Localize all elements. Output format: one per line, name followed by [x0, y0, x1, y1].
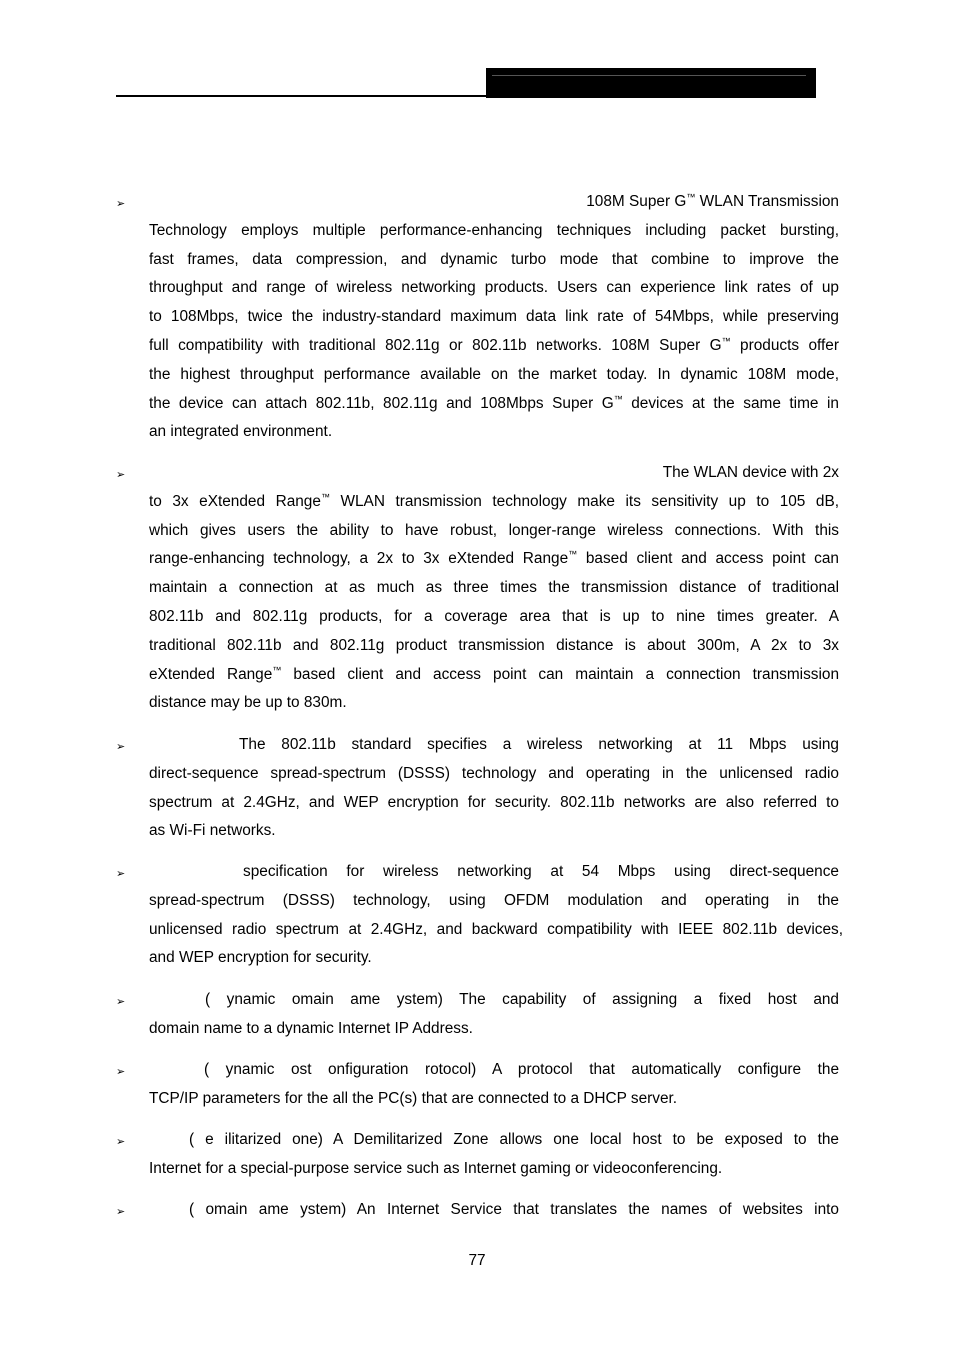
bullet-arrow-icon: ➢ [116, 741, 126, 753]
glossary-entry [116, 1196, 843, 1225]
line-text: to 3x eXtended Range [149, 492, 321, 510]
glossary-entry [116, 1056, 843, 1114]
text-line [149, 1015, 839, 1044]
line-text: eXtended Range [149, 665, 273, 683]
line-text-continued: products offer [730, 336, 839, 354]
text-line [149, 574, 839, 603]
line-text: domain name to a dynamic Internet IP Address. [149, 1019, 473, 1037]
line-text: throughput and range of wireless networking products. Users can experience link rates of up [149, 279, 839, 297]
trademark-symbol: ™ [272, 664, 282, 675]
line-text: TCP/IP parameters for the all the PC(s) that are connected to a DHCP server. [149, 1089, 678, 1107]
text-line [149, 332, 839, 361]
text-line [149, 632, 839, 661]
line-text: Internet for a special-purpose service such as Internet gaming or videoconferencing. [149, 1159, 723, 1177]
trademark-symbol: ™ [613, 393, 623, 404]
line-text-continued: based client and access point can maintain a connection transmission [281, 665, 840, 683]
text-line [149, 603, 839, 632]
text-line [149, 661, 839, 690]
line-text: 108M Super G [586, 193, 687, 210]
entry-text [149, 459, 839, 718]
glossary-entry [116, 459, 843, 718]
text-line [149, 760, 839, 789]
bullet-arrow-icon: ➢ [116, 868, 126, 880]
line-text: specification for wireless networking at 54 Mbps using direct-sequence [243, 863, 839, 880]
text-line [149, 188, 839, 217]
line-text: unlicensed radio spectrum at 2.4GHz, and backward compatibility with IEEE 802.11b devices, [149, 920, 843, 938]
glossary-entry [116, 1126, 843, 1184]
bullet-arrow-icon: ➢ [116, 1066, 126, 1078]
line-text: maintain a connection at as much as three times the transmission distance of traditional [149, 579, 839, 597]
line-text-continued: based client and access point can [577, 550, 839, 568]
line-text: spectrum at 2.4GHz, and WEP encryption for security. 802.11b networks are also referred to [149, 793, 839, 811]
line-text: The 802.11b standard specifies a wireless networking at 11 Mbps using [239, 736, 839, 753]
text-line [149, 817, 839, 846]
line-text: an integrated environment. [149, 423, 333, 441]
bullet-arrow-icon: ➢ [116, 198, 126, 210]
entry-text [149, 986, 839, 1044]
glossary-entry [116, 731, 843, 846]
text-line [149, 488, 839, 517]
text-line [149, 1196, 839, 1225]
text-line [149, 944, 839, 973]
header-bar [486, 68, 816, 98]
line-text: which gives users the ability to have robust, longer-range wireless connections. With this [149, 521, 839, 539]
line-text-continued: devices at the same time in [622, 394, 839, 412]
entry-text [149, 731, 839, 846]
text-line [149, 517, 839, 546]
line-text: 802.11b and 802.11g products, for a coverage area that is up to nine times greater. A [149, 607, 839, 625]
glossary-entry [116, 858, 843, 973]
line-text: The WLAN device with 2x [662, 464, 839, 481]
entry-text [149, 858, 843, 973]
line-text: ( ynamic ost onfiguration rotocol) A protocol that automatically configure the [204, 1061, 839, 1078]
line-text: and WEP encryption for security. [149, 949, 372, 967]
line-text: range-enhancing technology, a 2x to 3x eXtended Range [149, 550, 569, 568]
text-line [149, 1056, 839, 1085]
text-line [149, 303, 839, 332]
line-text: full compatibility with traditional 802.11g or 802.11b networks. 108M Super G [149, 336, 722, 354]
line-text: ( omain ame ystem) An Internet Service that translates the names of websites into [189, 1201, 839, 1218]
text-line [149, 916, 843, 945]
trademark-symbol: ™ [320, 491, 330, 502]
page-number: 77 [468, 1252, 486, 1269]
line-text: ( ynamic omain ame ystem) The capability of assigning a fixed host and [205, 991, 839, 1008]
entry-text [149, 1196, 839, 1225]
text-line [149, 246, 839, 275]
entry-text [149, 188, 839, 447]
text-line [149, 418, 839, 447]
line-text: the device can attach 802.11b, 802.11g and 108Mbps Super G [149, 394, 614, 412]
text-line [149, 1155, 839, 1184]
text-line [149, 689, 839, 718]
trademark-symbol: ™ [568, 549, 578, 560]
line-text: traditional 802.11b and 802.11g product transmission distance is about 300m, A 2x to 3x [149, 636, 839, 654]
text-line [149, 217, 839, 246]
bullet-arrow-icon: ➢ [116, 996, 126, 1008]
glossary-entry [116, 188, 843, 447]
text-line [149, 986, 839, 1015]
text-line [149, 274, 839, 303]
text-line [149, 361, 839, 390]
line-text: to 108Mbps, twice the industry-standard maximum data link rate of 54Mbps, while preserving [149, 308, 839, 326]
line-text: the highest throughput performance available on the market today. In dynamic 108M mode, [149, 365, 839, 383]
line-text: Technology employs multiple performance-enhancing techniques including packet bursting, [149, 221, 839, 239]
trademark-symbol: ™ [721, 335, 731, 346]
line-text: spread-spectrum (DSSS) technology, using OFDM modulation and operating in the [149, 891, 839, 909]
bullet-arrow-icon: ➢ [116, 1136, 126, 1148]
text-line [149, 789, 839, 818]
entry-text [149, 1126, 839, 1184]
line-text-continued: WLAN transmission technology make its sensitivity up to 105 dB, [329, 492, 839, 510]
text-line [149, 731, 839, 760]
trademark-symbol: ™ [686, 192, 696, 202]
line-text: as Wi-Fi networks. [149, 822, 276, 840]
text-line [149, 1085, 839, 1114]
bullet-arrow-icon: ➢ [116, 1206, 126, 1218]
line-text: ( e ilitarized one) A Demilitarized Zone allows one local host to be exposed to the [189, 1131, 839, 1148]
text-line [149, 390, 839, 419]
text-line [149, 887, 839, 916]
glossary-entry [116, 986, 843, 1044]
line-text-continued: WLAN Transmission [695, 193, 839, 210]
text-line [149, 459, 839, 488]
line-text: fast frames, data compression, and dynamic turbo mode that combine to improve the [149, 250, 839, 268]
text-line [149, 545, 839, 574]
line-text: distance may be up to 830m. [149, 694, 347, 712]
line-text: direct-sequence spread-spectrum (DSSS) technology and operating in the unlicensed radio [149, 764, 839, 782]
header-bar-line [492, 75, 806, 76]
header-rule [116, 95, 486, 97]
entry-text [149, 1056, 839, 1114]
bullet-arrow-icon: ➢ [116, 469, 126, 481]
text-line [149, 858, 839, 887]
text-line [149, 1126, 839, 1155]
